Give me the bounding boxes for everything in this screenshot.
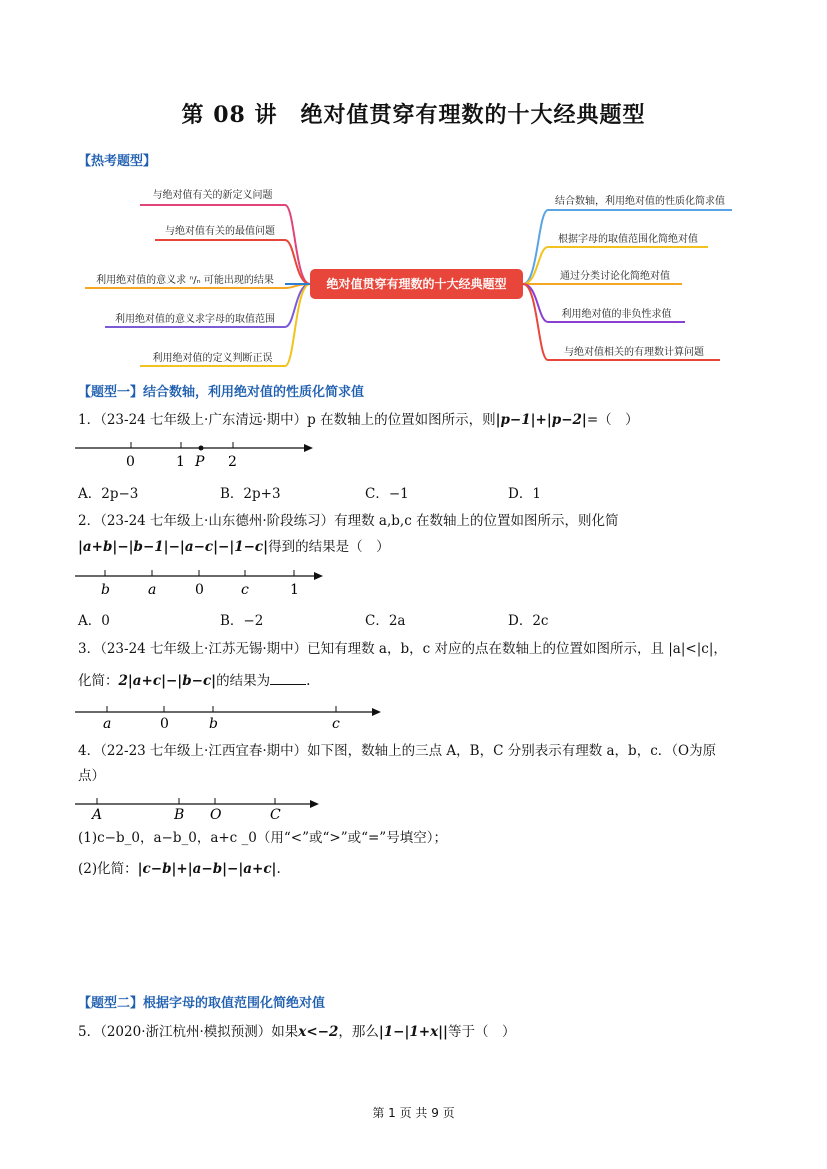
arrow-icon	[304, 444, 313, 452]
question-2-line1: 2．（23-24 七年级上·山东德州·阶段练习）有理数 a,b,c 在数轴上的位置如图所示，则化简	[78, 513, 619, 529]
q2-option-b[interactable]: B．−2	[220, 613, 264, 629]
q4-label: B	[174, 807, 185, 823]
q4-number-line	[75, 796, 325, 824]
q4-part-2	[78, 859, 281, 879]
q4-part-1: (1)c−b_0，a−b_0，a+c _0（用“<”或“>”或“=”号填空）；	[78, 830, 447, 846]
q1-source: 1．（23-24 七年级上·广东清远·期中）	[78, 412, 308, 428]
q1-option-b[interactable]: B．2p+3	[220, 486, 281, 502]
q1-label: 2	[228, 454, 237, 470]
hot-topics-tag: 【热考题型】	[78, 154, 157, 169]
mindmap-left-item: 利用绝对值的意义求字母的取值范围	[115, 314, 275, 325]
q5-mid: ，那么	[338, 1024, 379, 1040]
mindmap-right-item: 结合数轴，利用绝对值的性质化简求值	[555, 196, 725, 207]
q2-tail: 得到的结果是（ ）	[268, 539, 390, 555]
question-1	[78, 410, 639, 430]
page-title: 第 08 讲 绝对值贯穿有理数的十大经典题型	[181, 102, 646, 128]
question-4-line1: 4．（22-23 七年级上·江西宜春·期中）如下图，数轴上的三点 A，B，C 分别表示有理数 a，b，c．（O为原	[78, 743, 717, 759]
q4-label: A	[92, 807, 103, 823]
q1-number-line	[75, 438, 320, 472]
q1-label: P	[195, 454, 205, 470]
q2-label: c	[241, 582, 249, 598]
q3-label: b	[209, 716, 218, 732]
q2-expression: |a+b|−|b−1|−|a−c|−|1−c|	[78, 539, 269, 555]
mindmap-left-item: 与绝对值有关的新定义问题	[152, 190, 273, 201]
mindmap-left-item: 利用绝对值的意义求 ⁿ/ₙ 可能出现的结果	[96, 275, 274, 286]
q5-condition: x<−2	[298, 1024, 339, 1040]
q2-label: 0	[195, 582, 204, 598]
mindmap-left-item: 利用绝对值的定义判断正误	[152, 353, 273, 364]
question-3-line2	[78, 671, 310, 691]
question-3-line1: 3．（23-24 七年级上·江苏无锡·期中）已知有理数 a，b，c 对应的点在数轴上的位置如图所示，且 |a|<|c|，	[78, 641, 727, 657]
arrow-icon	[310, 800, 319, 808]
q3-label: a	[103, 716, 112, 732]
q4-part2-head: (2)化简：	[78, 861, 138, 877]
mindmap-right-item: 根据字母的取值范围化简绝对值	[558, 234, 698, 245]
mindmap	[80, 180, 750, 370]
section-heading-1: 【题型一】结合数轴，利用绝对值的性质化简求值	[78, 385, 365, 400]
q3-period: .	[306, 673, 311, 689]
q3-label: 0	[160, 716, 169, 732]
mindmap-right-item: 通过分类讨论化简绝对值	[560, 271, 670, 282]
q3-head: 化简：	[78, 673, 119, 689]
mindmap-center-node: 绝对值贯穿有理数的十大经典题型	[310, 269, 523, 299]
q1-option-c[interactable]: C．−1	[365, 486, 409, 502]
q3-tail: 的结果为	[216, 673, 271, 689]
page-footer: 第 1 页 共 9 页	[372, 1106, 455, 1120]
q4-label: C	[270, 807, 281, 823]
q1-option-d[interactable]: D．1	[508, 486, 541, 502]
arrow-icon	[314, 572, 323, 580]
q5-tail: 等于（ ）	[447, 1024, 516, 1040]
q2-label: b	[101, 582, 110, 598]
q2-number-line	[75, 566, 330, 600]
q1-label: 0	[126, 454, 135, 470]
question-2-line2	[78, 537, 390, 557]
q1-stem: p 在数轴上的位置如图所示，则	[307, 412, 496, 428]
q3-label: c	[332, 716, 340, 732]
q5-head: 5．（2020·浙江杭州·模拟预测）如果	[78, 1024, 299, 1040]
q1-expression: |p−1|+|p−2|	[495, 412, 587, 428]
section-heading-2: 【题型二】根据字母的取值范围化简绝对值	[78, 996, 326, 1011]
mindmap-right-item: 与绝对值相关的有理数计算问题	[564, 347, 704, 358]
q3-answer-blank[interactable]	[270, 672, 306, 685]
point-p-dot	[199, 446, 204, 451]
question-4-line1b: 点）	[78, 768, 105, 784]
q2-option-c[interactable]: C．2a	[365, 613, 406, 629]
q1-tail: =（ ）	[586, 412, 639, 428]
q5-expression: |1−|1+x||	[378, 1024, 448, 1040]
q2-label: 1	[290, 582, 299, 598]
q4-part2-expression: |c−b|+|a−b|−|a+c|	[137, 861, 277, 877]
q1-label: 1	[176, 454, 185, 470]
q4-part2-tail: .	[276, 861, 281, 877]
q4-label: O	[210, 807, 222, 823]
q3-expression: 2|a+c|−|b−c|	[118, 673, 217, 689]
mindmap-right-item: 利用绝对值的非负性求值	[561, 309, 672, 320]
q1-option-a[interactable]: A．2p−3	[78, 486, 139, 502]
q2-label: a	[148, 582, 157, 598]
arrow-icon	[372, 708, 381, 716]
q2-option-a[interactable]: A．0	[78, 613, 110, 629]
q3-number-line	[75, 702, 385, 734]
mindmap-left-item: 与绝对值有关的最值问题	[165, 226, 275, 237]
question-5	[78, 1022, 515, 1042]
q2-option-d[interactable]: D．2c	[508, 613, 549, 629]
